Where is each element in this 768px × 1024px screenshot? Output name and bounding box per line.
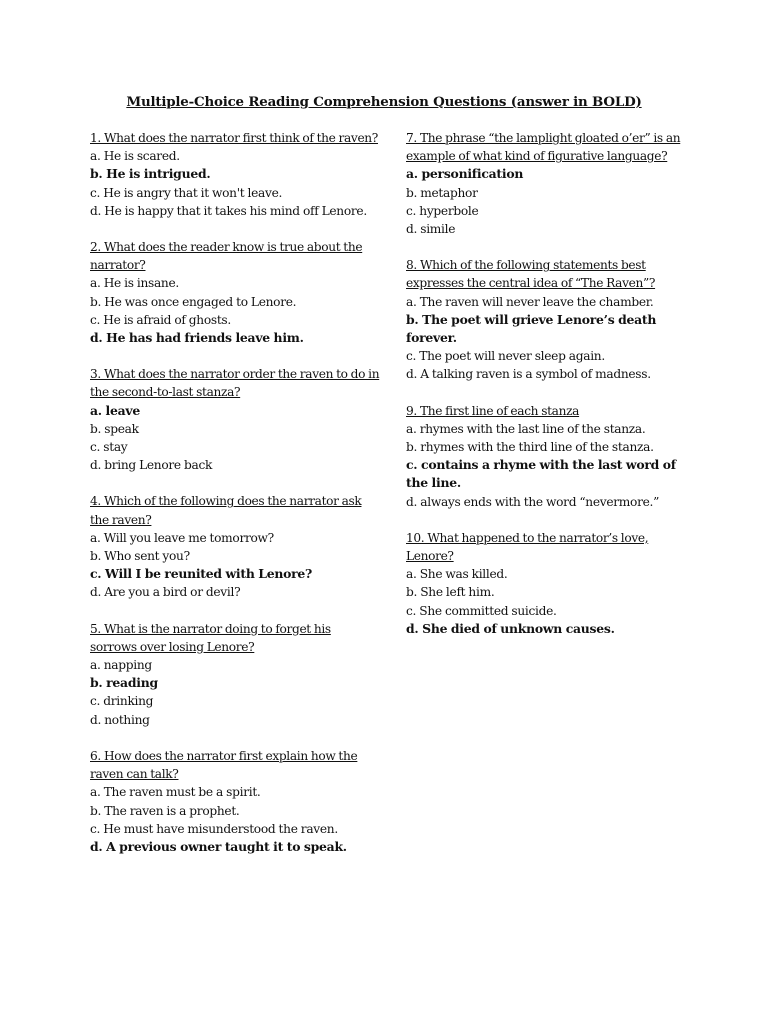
option-d-correct: d. He has had friends leave him. [90, 330, 304, 346]
option-d-correct: d. She died of unknown causes. [406, 620, 615, 636]
option-c: c. She committed suicide. [406, 603, 557, 618]
option-a: a. The raven will never leave the chamber. [406, 294, 654, 309]
option-c: c. The poet will never sleep again. [406, 349, 605, 364]
option-c: c. He must have misunderstood the raven. [90, 821, 338, 836]
left-column [90, 129, 380, 874]
option-d: d. bring Lenore back [90, 458, 213, 473]
question-text: 3. What does the narrator order the raven to do in the second-to-last stanza? [90, 367, 380, 400]
question-1 [90, 129, 380, 220]
option-d: d. He is happy that it takes his mind off Lenore. [90, 203, 367, 218]
option-a: a. He is insane. [90, 276, 179, 291]
question-9 [406, 402, 696, 511]
option-c: c. hyperbole [406, 203, 479, 218]
option-b: b. metaphor [406, 185, 478, 200]
option-a: a. The raven must be a spirit. [90, 785, 261, 800]
question-4 [90, 492, 380, 601]
option-b: b. rhymes with the third line of the stanza. [406, 440, 654, 455]
option-a: a. napping [90, 658, 152, 673]
option-a-correct: a. leave [90, 402, 140, 418]
option-c-correct: c. contains a rhyme with the last word of the line. [406, 457, 676, 491]
option-c-correct: c. Will I be reunited with Lenore? [90, 566, 313, 582]
question-10 [406, 529, 696, 638]
option-d: d. A talking raven is a symbol of madness. [406, 367, 651, 382]
option-a: a. rhymes with the last line of the stanza. [406, 421, 646, 436]
option-a: a. She was killed. [406, 567, 508, 582]
option-b: b. speak [90, 421, 139, 436]
question-5 [90, 620, 380, 729]
question-text: 5. What is the narrator doing to forget his sorrows over losing Lenore? [90, 621, 331, 654]
question-text: 4. Which of the following does the narrator ask the raven? [90, 494, 362, 527]
question-6 [90, 747, 380, 856]
question-text: 8. Which of the following statements best expresses the central idea of “The Raven”? [406, 258, 656, 291]
option-c: c. stay [90, 440, 128, 455]
question-text: 7. The phrase “the lamplight gloated o’er” is an example of what kind of figurative language? [406, 131, 681, 164]
question-text: 2. What does the reader know is true about the narrator? [90, 240, 363, 273]
option-a: a. He is scared. [90, 149, 180, 164]
page-title: Multiple-Choice Reading Comprehension Questions (answer in BOLD) [126, 94, 642, 110]
option-b: b. He was once engaged to Lenore. [90, 294, 297, 309]
option-a: a. Will you leave me tomorrow? [90, 530, 274, 545]
question-text: 9. The first line of each stanza [406, 403, 580, 418]
option-d: d. Are you a bird or devil? [90, 585, 241, 600]
option-c: c. He is angry that it won't leave. [90, 185, 283, 200]
question-text: 6. How does the narrator first explain how the raven can talk? [90, 748, 358, 782]
option-d: d. simile [406, 222, 456, 237]
question-text: 1. What does the narrator first think of the raven? [90, 131, 378, 145]
option-c: c. drinking [90, 694, 154, 709]
right-column [406, 129, 696, 656]
option-a-correct: a. personification [406, 166, 524, 182]
option-d: d. nothing [90, 712, 150, 727]
option-d: d. always ends with the word “nevermore.” [406, 494, 660, 509]
option-d-correct: d. A previous owner taught it to speak. [90, 838, 347, 854]
option-b-correct: b. reading [90, 675, 158, 691]
question-8 [406, 256, 696, 383]
option-b: b. She left him. [406, 585, 495, 600]
question-2 [90, 238, 380, 347]
option-b: b. Who sent you? [90, 549, 190, 564]
option-b: b. The raven is a prophet. [90, 803, 240, 818]
question-3 [90, 365, 380, 474]
question-text: 10. What happened to the narrator’s love, Lenore? [406, 530, 649, 564]
option-b-correct: b. He is intrigued. [90, 166, 211, 182]
question-7 [406, 129, 696, 238]
option-b-correct: b. The poet will grieve Lenore’s death forever. [406, 311, 657, 346]
option-c: c. He is afraid of ghosts. [90, 312, 231, 327]
